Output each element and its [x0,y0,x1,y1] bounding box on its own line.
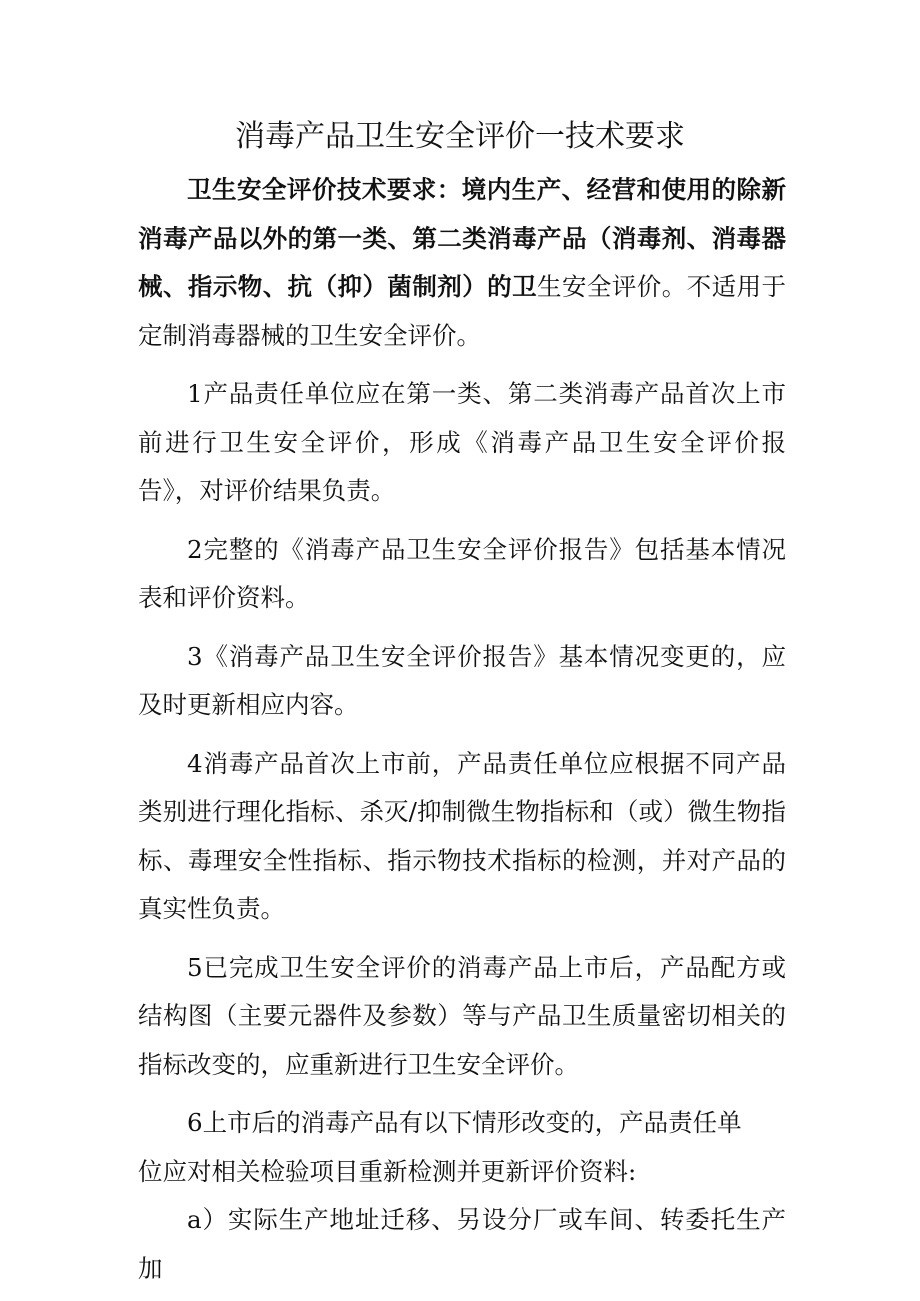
document-body [138,166,786,1293]
item-a: a）实际生产地址迁移、另设分厂或车间、转委托生产加 [138,1205,786,1283]
paragraph-2: 2完整的《消毒产品卫生安全评价报告》包括基本情况表和评价资料。 [138,534,786,612]
document-title: 消毒产品卫生安全评价一技术要求 [235,119,685,154]
paragraph-4: 4消毒产品首次上市前，产品责任单位应根据不同产品类别进行理化指标、杀灭/抑制微生物指标和（或）微生物指标、毒理安全性指标、指示物技术指标的检测，并对产品的真实性负责。 [138,748,786,923]
paragraph-1: 1产品责任单位应在第一类、第二类消毒产品首次上市前进行卫生安全评价，形成《消毒产品卫生安全评价报告》，对评价结果负责。 [138,379,786,505]
intro-paragraph [138,166,786,360]
intro-bold-text: 卫生安全评价技术要求：境内生产、经营和使用的除新消毒产品以外的第一类、第二类消毒产品（消毒剂、消毒器械、指示物、抗（抑）菌制剂）的卫 [138,175,786,301]
intro-normal-text: 生安全评价。不适用于定制消毒器械的卫生安全评价。 [138,272,787,350]
paragraph-3: 3《消毒产品卫生安全评价报告》基本情况变更的，应及时更新相应内容。 [138,641,786,719]
paragraph-6-line-2: 位应对相关检验项目重新检测并更新评价资料: [138,1156,637,1186]
paragraph-5: 5已完成卫生安全评价的消毒产品上市后，产品配方或结构图（主要元器件及参数）等与产品卫生质量密切相关的指标改变的，应重新进行卫生安全评价。 [138,952,786,1079]
paragraph-6-line-1: 6上市后的消毒产品有以下情形改变的，产品责任单 [187,1108,742,1137]
